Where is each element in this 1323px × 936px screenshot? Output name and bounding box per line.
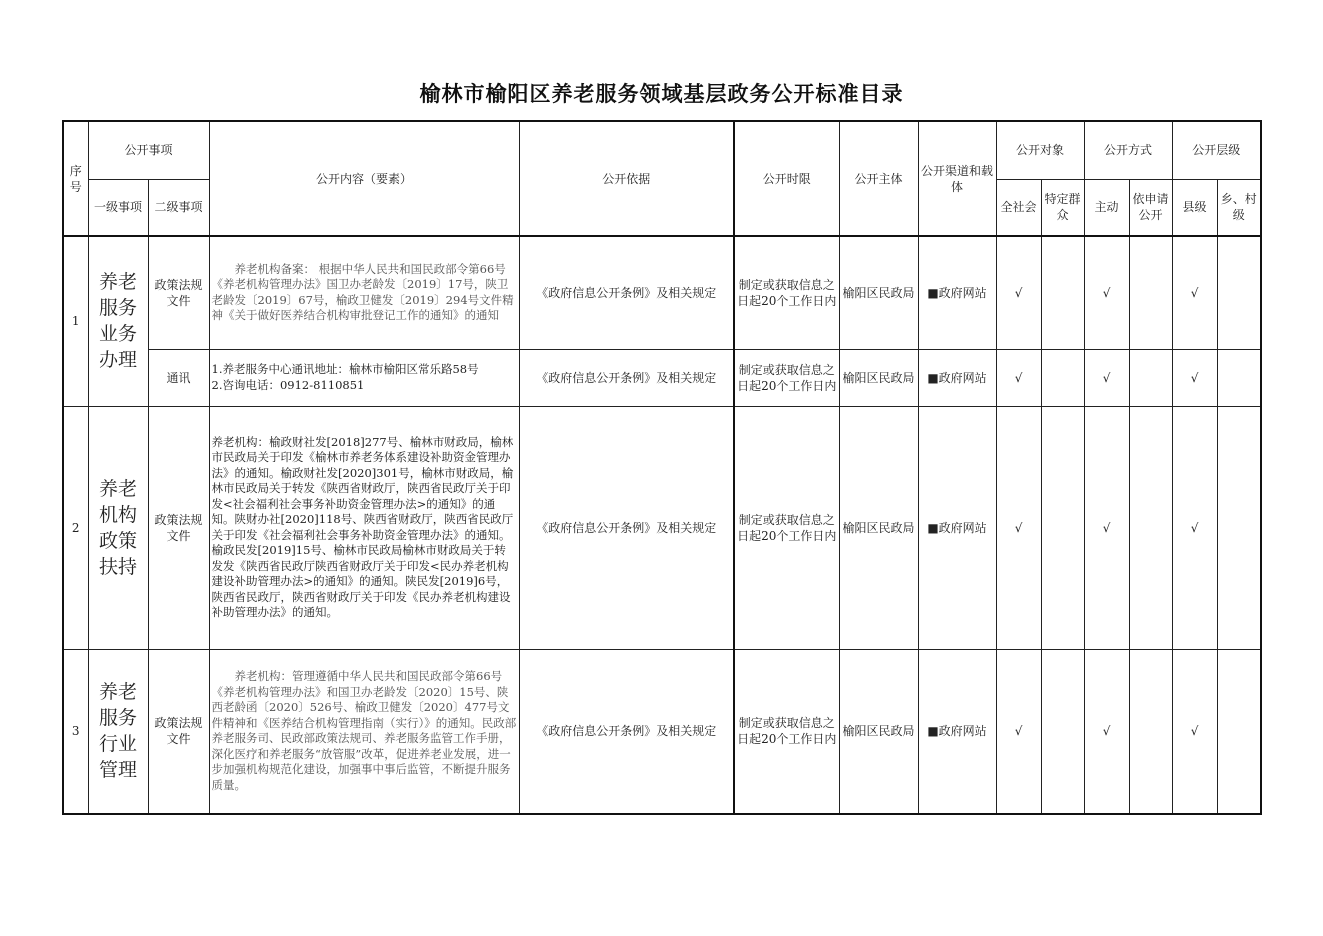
header-items: 公开事项	[88, 121, 209, 179]
row-level-county: √	[1172, 236, 1217, 349]
row-level-county: √	[1172, 349, 1217, 406]
row-content	[209, 349, 519, 406]
row-subject: 榆阳区民政局	[839, 236, 918, 349]
header-time-limit: 公开时限	[734, 121, 839, 236]
row-method-request	[1129, 649, 1172, 814]
row-level2: 通讯	[148, 349, 209, 406]
row-level2: 政策法规文件	[148, 649, 209, 814]
row-target-specific	[1041, 406, 1084, 649]
row-level-town	[1217, 349, 1261, 406]
row-time-limit: 制定或获取信息之日起20个工作日内	[734, 349, 839, 406]
disclosure-catalog-table	[62, 120, 1262, 815]
row-time-limit: 制定或获取信息之日起20个工作日内	[734, 236, 839, 349]
row-content: 养老机构备案： 根据中华人民共和国民政部令第66号《养老机构管理办法》国卫办老龄发〔2019〕17号，陕卫老龄发〔2019〕67号，榆政卫健发〔2019〕294号文件精神《关于做好医养结合机构审批登记工作的通知》的通知	[209, 236, 519, 349]
row-content: 养老机构：管理遵循中华人民共和国民政部令第66号《养老机构管理办法》和国卫办老龄发〔2020〕15号、陕西老龄函〔2020〕526号、榆政卫健发〔2020〕477号文件精神和《医养结合机构管理指南（实行）》的通知。民政部养老服务司、民政部政策法规司、养老服务监管工作手册，深化医疗和养老服务“放管服”改革，促进养老业发展，进一步加强机构规范化建设，加强事中事后监管，不断提升服务质量。	[209, 649, 519, 814]
header-basis: 公开依据	[519, 121, 734, 236]
row-subject: 榆阳区民政局	[839, 349, 918, 406]
header-method-active: 主动	[1084, 179, 1129, 236]
row-level-county: √	[1172, 649, 1217, 814]
header-seq: 序号	[63, 121, 88, 236]
content-line: 2.咨询电话：0912-8110851	[211, 377, 365, 392]
header-level: 公开层级	[1172, 121, 1261, 179]
row-seq: 3	[63, 649, 88, 814]
header-method-request: 依申请公开	[1129, 179, 1172, 236]
header-target-specific: 特定群众	[1041, 179, 1084, 236]
row-subject: 榆阳区民政局	[839, 406, 918, 649]
row-target-specific	[1041, 349, 1084, 406]
row-basis: 《政府信息公开条例》及相关规定	[519, 349, 734, 406]
row-time-limit: 制定或获取信息之日起20个工作日内	[734, 649, 839, 814]
document-title: 榆林市榆阳区养老服务领域基层政务公开标准目录	[419, 81, 904, 106]
row-target-all: √	[996, 236, 1041, 349]
table-row	[63, 649, 1261, 814]
header-subject: 公开主体	[839, 121, 918, 236]
row-method-active: √	[1084, 406, 1129, 649]
row-method-request	[1129, 406, 1172, 649]
row-method-request	[1129, 349, 1172, 406]
row-method-active: √	[1084, 349, 1129, 406]
row-level-town	[1217, 649, 1261, 814]
row-method-active: √	[1084, 649, 1129, 814]
row-level2: 政策法规文件	[148, 236, 209, 349]
row-channel: ■政府网站	[918, 649, 996, 814]
row-level-town	[1217, 236, 1261, 349]
header-content: 公开内容（要素）	[209, 121, 519, 236]
header-target: 公开对象	[996, 121, 1084, 179]
table-row	[63, 349, 1261, 406]
header-level-town: 乡、村级	[1217, 179, 1261, 236]
row-content: 养老机构：榆政财社发[2018]277号、榆林市财政局，榆林市民政局关于印发《榆林市养老务体系建设补助资金管理办法》的通知。榆政财社发[2020]301号，榆林市财政局，榆林市民政局关于转发《陕西省财政厅，陕西省民政厅关于印发<社会福利社会事务补助资金管理办法>的通知》的通知。陕财办社[2020]118号、陕西省财政厅，陕西省民政厅关于印发《社会福利社会事务补助资金管理办法》的通知。榆政民发[2019]15号、榆林市民政局榆林市财政局关于转发发《陕西省民政厅陕西省财政厅关于印发<民办养老机构建设补助管理办法>的通知》的通知。陕民发[2019]6号，陕西省民政厅，陕西省财政厅关于印发《民办养老机构建设补助管理办法》的通知。	[209, 406, 519, 649]
row-target-all: √	[996, 406, 1041, 649]
row-channel: ■政府网站	[918, 236, 996, 349]
row-target-all: √	[996, 349, 1041, 406]
header-level1: 一级事项	[88, 179, 148, 236]
row-level1: 养老服务业务办理	[88, 236, 148, 406]
row-method-request	[1129, 236, 1172, 349]
header-channel: 公开渠道和载体	[918, 121, 996, 236]
row-time-limit: 制定或获取信息之日起20个工作日内	[734, 406, 839, 649]
row-basis: 《政府信息公开条例》及相关规定	[519, 236, 734, 349]
row-target-specific	[1041, 236, 1084, 349]
content-line: 1.养老服务中心通讯地址：榆林市榆阳区常乐路58号	[211, 362, 479, 376]
row-seq: 1	[63, 236, 88, 406]
header-level-county: 县级	[1172, 179, 1217, 236]
row-level1: 养老服务行业管理	[88, 649, 148, 814]
header-method: 公开方式	[1084, 121, 1172, 179]
row-level-town	[1217, 406, 1261, 649]
table-row	[63, 406, 1261, 649]
row-method-active: √	[1084, 236, 1129, 349]
header-level2: 二级事项	[148, 179, 209, 236]
row-target-specific	[1041, 649, 1084, 814]
row-channel: ■政府网站	[918, 406, 996, 649]
row-level-county: √	[1172, 406, 1217, 649]
row-subject: 榆阳区民政局	[839, 649, 918, 814]
table-row	[63, 236, 1261, 349]
row-basis: 《政府信息公开条例》及相关规定	[519, 406, 734, 649]
row-basis: 《政府信息公开条例》及相关规定	[519, 649, 734, 814]
row-seq: 2	[63, 406, 88, 649]
row-level2: 政策法规文件	[148, 406, 209, 649]
row-level1: 养老机构政策扶持	[88, 406, 148, 649]
table-header-row	[63, 121, 1261, 179]
row-target-all: √	[996, 649, 1041, 814]
header-target-all: 全社会	[996, 179, 1041, 236]
row-channel: ■政府网站	[918, 349, 996, 406]
